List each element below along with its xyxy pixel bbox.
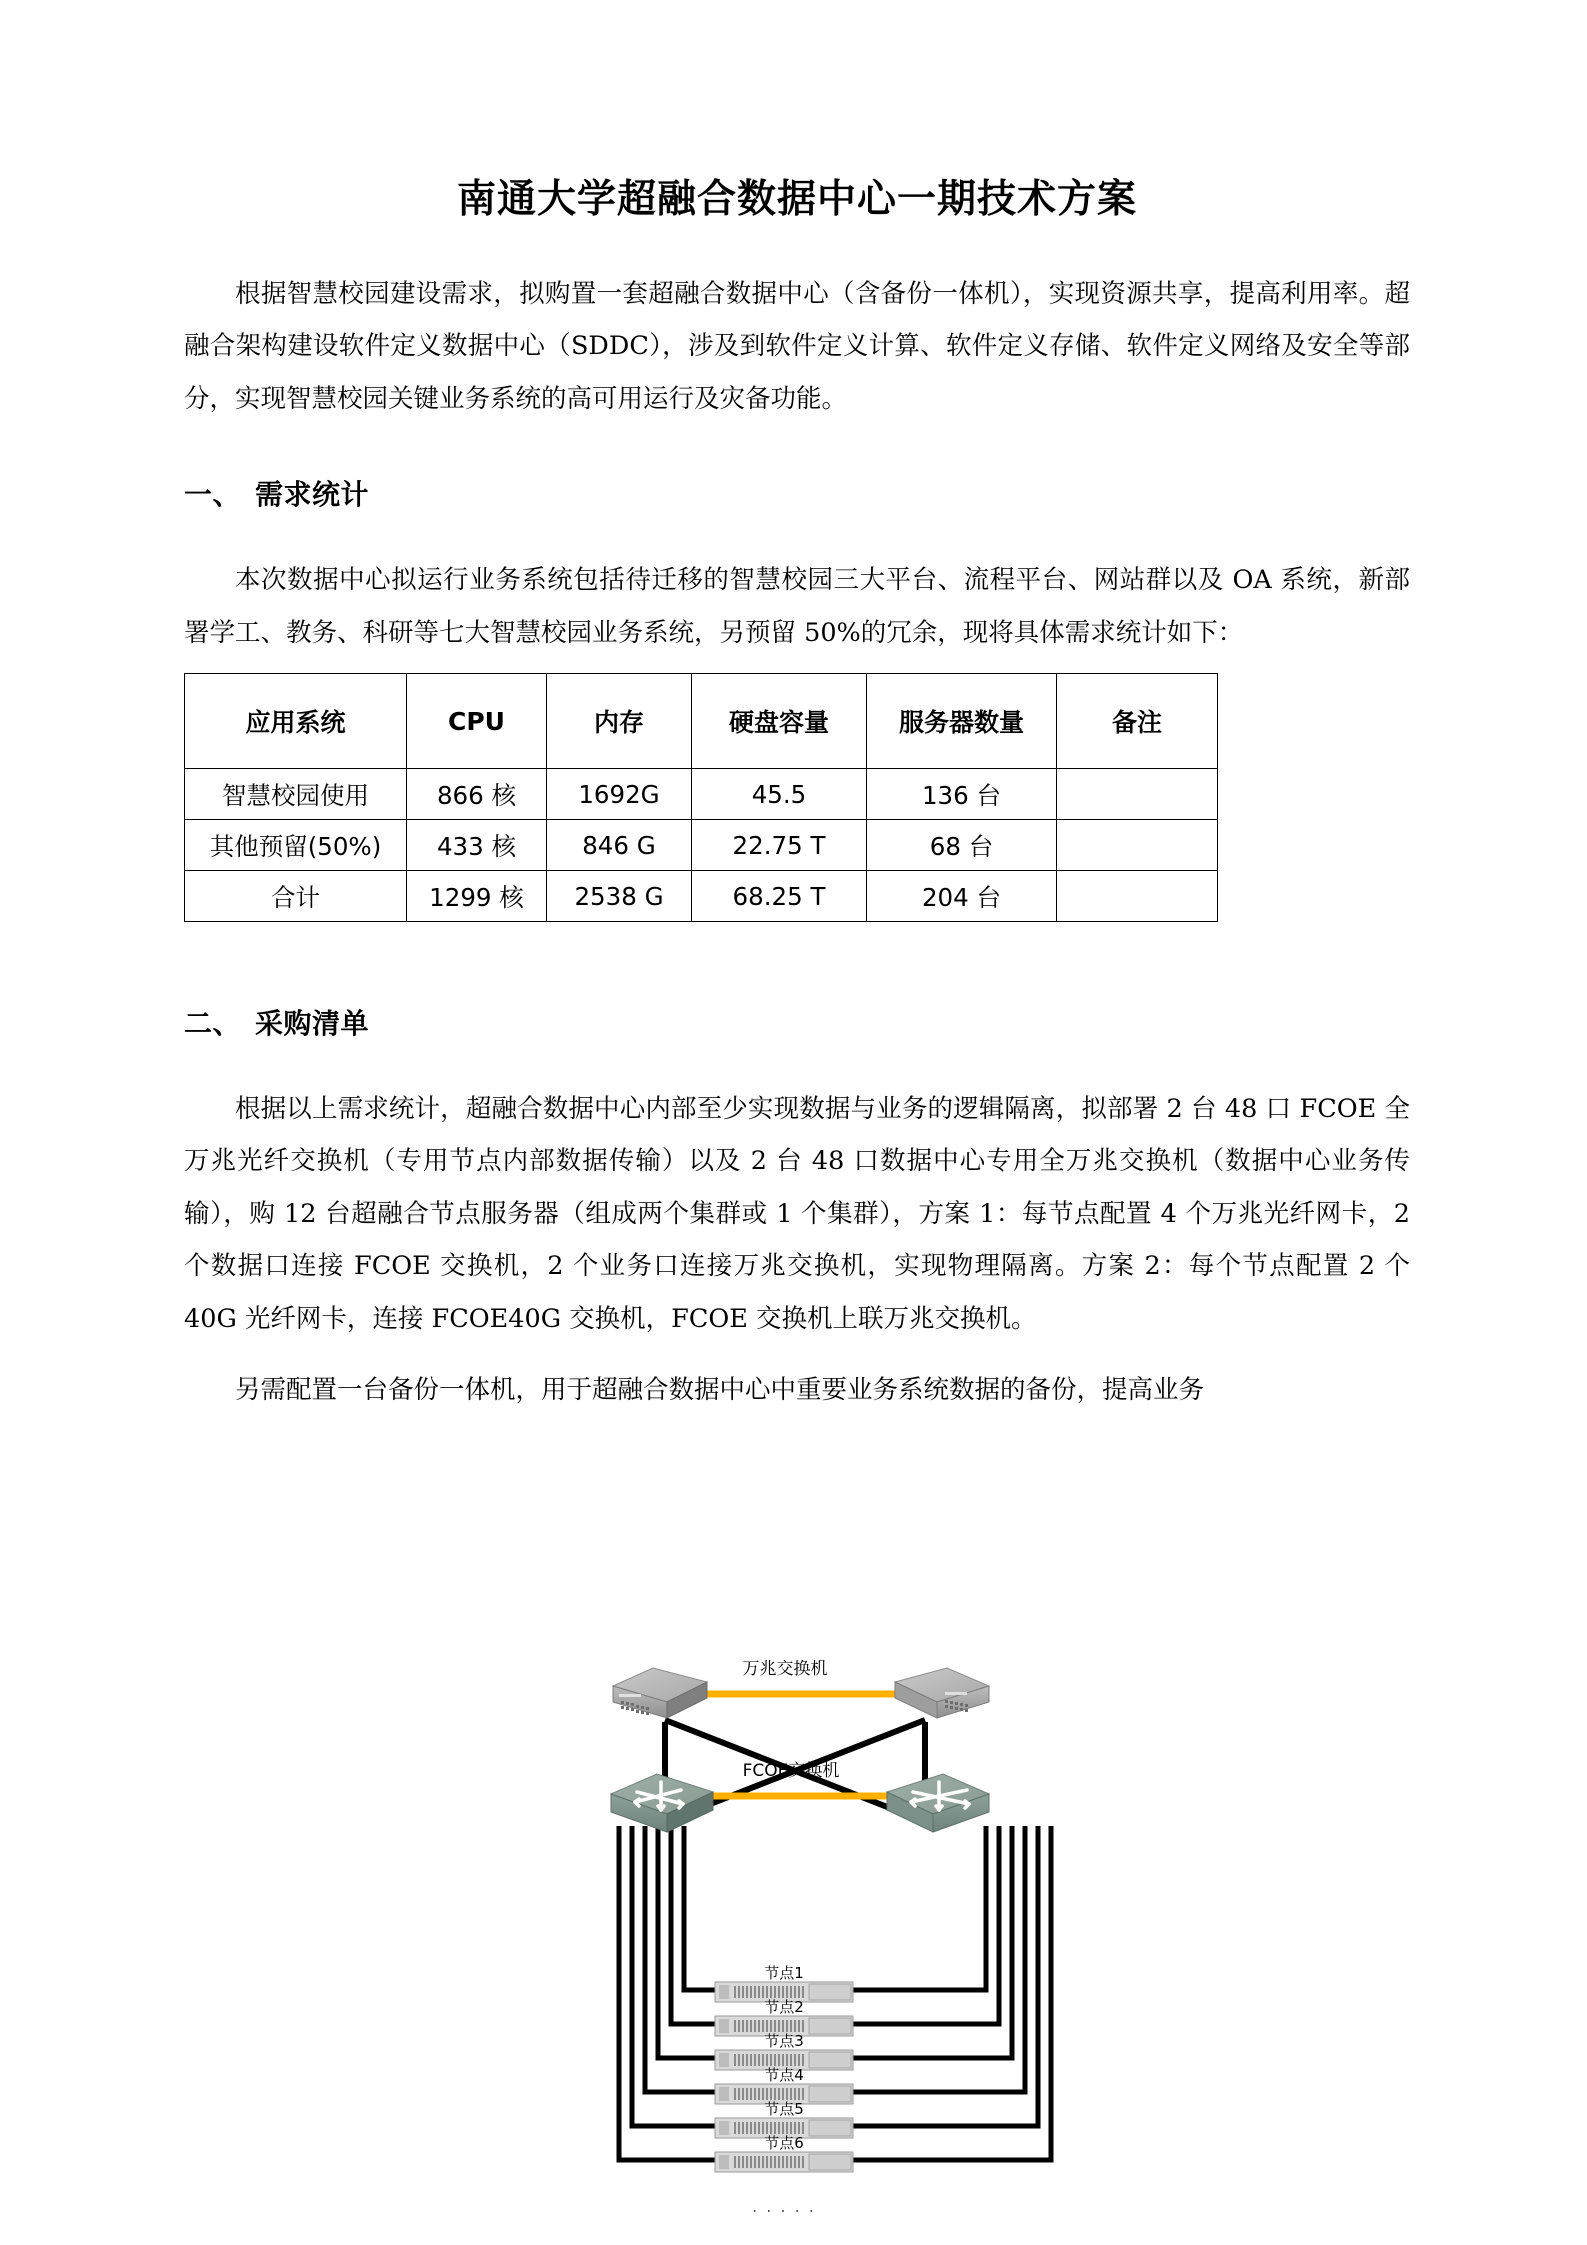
cell-memory: 846 G	[547, 820, 692, 871]
label-node-3: 节点3	[764, 2032, 804, 2050]
fcoe-switch-left	[611, 1774, 713, 1832]
cell-cpu: 433 核	[407, 820, 547, 871]
section-2-paragraph-2: 另需配置一台备份一体机，用于超融合数据中心中重要业务系统数据的备份，提高业务	[235, 1374, 1205, 1405]
label-node-4: 节点4	[764, 2066, 804, 2084]
cell-memory: 1692G	[547, 769, 692, 820]
section-2-paragraph-1: 根据以上需求统计，超融合数据中心内部至少实现数据与业务的逻辑隔离，拟部署 2 台 48 口 FCOE 全万兆光纤交换机（专用节点内部数据传输）以及 2 台 48 口数据中心专用全万兆交换机（数据中心业务传输），购 12 台超融合节点服务器（组成两个集群或 1 个集群），方案 1：每节点配置 4 个万兆光纤网卡，2 个数据口连接 FCOE 交换机，2 个业务口连接万兆交换机，实现物理隔离。方案 2：每个节点配置 2 个 40G 光纤网卡，连接 FCOE40G 交换机，FCOE 交换机上联万兆交换机。	[184, 1093, 1410, 1334]
label-node-1: 节点1	[764, 1964, 804, 1982]
section-1-paragraph: 本次数据中心拟运行业务系统包括待迁移的智慧校园三大平台、流程平台、网站群以及 OA 系统，新部署学工、教务、科研等七大智慧校园业务系统，另预留 50%的冗余，现将具体需求统计如下：	[184, 565, 1410, 648]
label-core-switch: 万兆交换机	[742, 1660, 828, 1679]
cell-app: 其他预留(50%)	[185, 820, 407, 871]
cell-memory: 2538 G	[547, 871, 692, 922]
requirement-table-wrapper	[184, 673, 1410, 922]
section-number-1: 一、	[184, 478, 242, 512]
cell-servers: 204 台	[867, 871, 1057, 922]
table-row	[185, 871, 1218, 922]
requirement-table	[184, 673, 1218, 922]
section-title-1: 需求统计	[255, 478, 370, 512]
cell-disk: 45.5	[692, 769, 867, 820]
cell-note	[1057, 820, 1218, 871]
label-more-nodes-ellipsis: . . . . .	[752, 2197, 816, 2216]
cell-note	[1057, 871, 1218, 922]
section-heading-2	[184, 1002, 1410, 1047]
cell-servers: 136 台	[867, 769, 1057, 820]
cell-disk: 22.75 T	[692, 820, 867, 871]
table-row	[185, 820, 1218, 871]
cell-app: 智慧校园使用	[185, 769, 407, 820]
label-node-2: 节点2	[764, 1998, 804, 2016]
fcoe-switch-right	[887, 1774, 989, 1832]
table-header-row	[185, 674, 1218, 769]
cell-note	[1057, 769, 1218, 820]
column-header-memory: 内存	[547, 674, 692, 769]
network-topology-diagram	[595, 1660, 1075, 2230]
intro-paragraph: 根据智慧校园建设需求，拟购置一套超融合数据中心（含备份一体机），实现资源共享，提高利用率。超融合架构建设软件定义数据中心（SDDC），涉及到软件定义计算、软件定义存储、软件定义网络及安全等部分，实现智慧校园关键业务系统的高可用运行及灾备功能。	[184, 278, 1410, 414]
label-node-5: 节点5	[764, 2100, 804, 2118]
cable-bundle-left	[619, 1826, 715, 2160]
column-header-disk: 硬盘容量	[692, 674, 867, 769]
core-switch-right	[895, 1668, 989, 1718]
cell-servers: 68 台	[867, 820, 1057, 871]
page-title: 南通大学超融合数据中心一期技术方案	[456, 176, 1137, 222]
core-switch-left	[613, 1668, 707, 1718]
document-content	[184, 0, 1410, 1416]
label-node-6: 节点6	[764, 2134, 804, 2152]
cable-bundle-right	[853, 1826, 1051, 2160]
node-server-6	[715, 2152, 853, 2172]
table-row	[185, 769, 1218, 820]
section-number-2: 二、	[184, 1007, 242, 1041]
column-header-note: 备注	[1057, 674, 1218, 769]
column-header-cpu: CPU	[407, 674, 547, 769]
section-heading-1	[184, 473, 1410, 518]
cell-app: 合计	[185, 871, 407, 922]
label-fcoe-switch: FCOE交换机	[742, 1761, 840, 1781]
column-header-servers: 服务器数量	[867, 674, 1057, 769]
cell-cpu: 866 核	[407, 769, 547, 820]
column-header-app: 应用系统	[185, 674, 407, 769]
cell-disk: 68.25 T	[692, 871, 867, 922]
section-title-2: 采购清单	[255, 1007, 370, 1041]
cell-cpu: 1299 核	[407, 871, 547, 922]
